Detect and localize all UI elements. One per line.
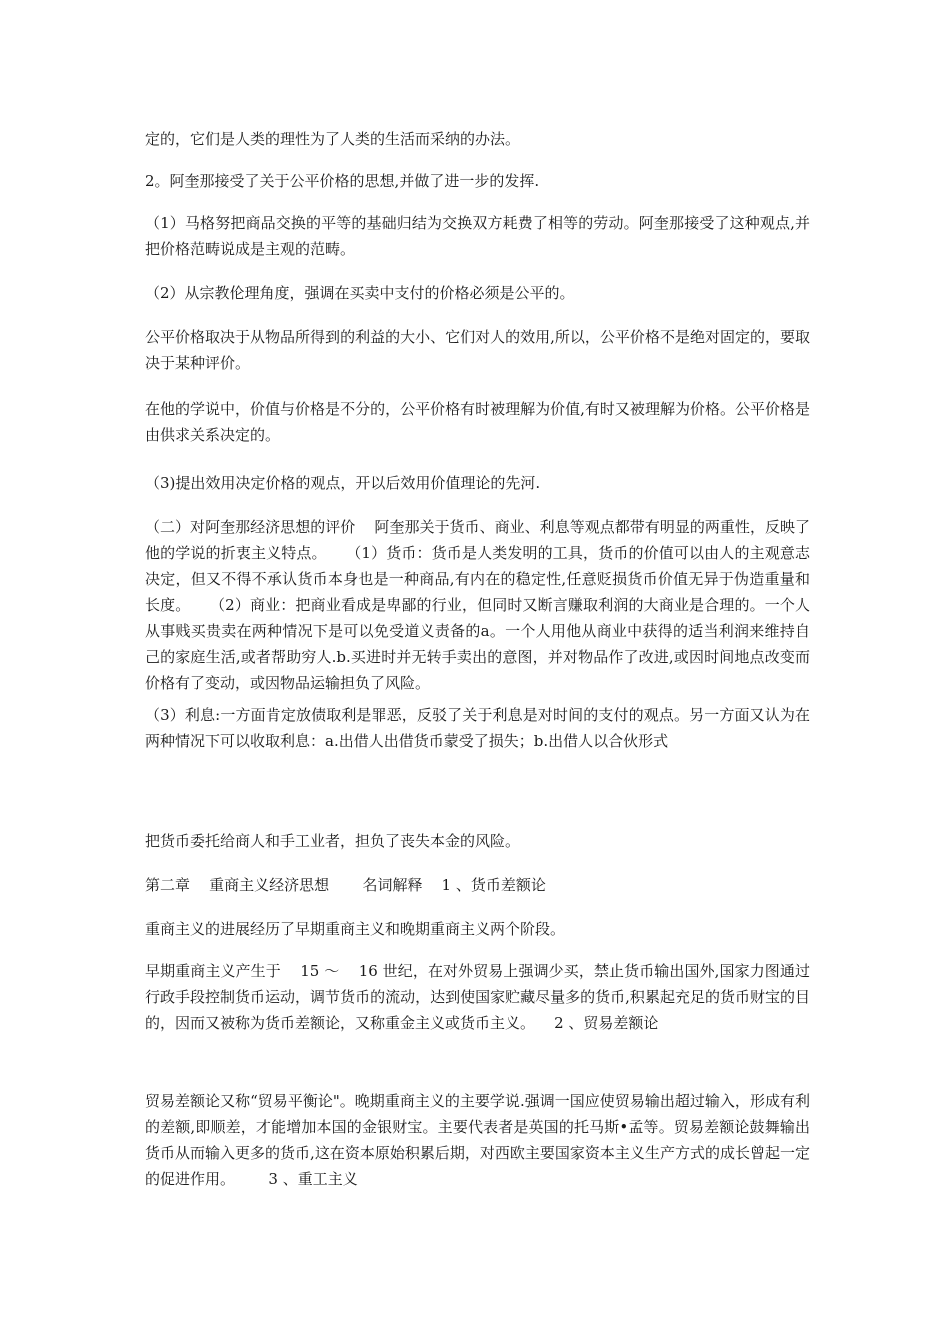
chapter-heading: 第二章 重商主义经济思想 名词解释 1 、货币差额论 — [145, 876, 546, 894]
paragraph: （3）利息:一方面肯定放债取利是罪恶，反驳了关于利息是对时间的支付的观点。另一方面又认为在两种情况下可以收取利息：a.出借人出借货币蒙受了损失；b.出借人以合伙形式 — [145, 706, 810, 750]
paragraph: 把货币委托给商人和手工业者，担负了丧失本金的风险。 — [145, 832, 521, 850]
paragraph: 公平价格取决于从物品所得到的利益的大小、它们对人的效用,所以，公平价格不是绝对固定的，要取决于某种评价。 — [145, 328, 810, 372]
paragraph: （3)提出效用决定价格的观点，开以后效用价值理论的先河. — [145, 474, 541, 492]
paragraph: 贸易差额论又称“贸易平衡论"。晚期重商主义的主要学说.强调一国应使贸易输出超过输入，形成有利的差额,即顺差，才能增加本国的金银财宝。主要代表者是英国的托马斯•孟等。贸易差额论鼓舞输出货币从而输入更多的货币,这在资本原始积累后期，对西欧主要国家资本主义生产方式的成长曾起一定的促进作用。 3 、重工主义 — [145, 1092, 810, 1188]
paragraph: （二）对阿奎那经济思想的评价 阿奎那关于货币、商业、利息等观点都带有明显的两重性，反映了他的学说的折衷主义特点。 （1）货币：货币是人类发明的工具，货币的价值可以由人的主观意志决定，但又不得不承认货币本身也是一种商品,有内在的稳定性,任意贬损货币价值无异于伪造重量和长度。 （2）商业：把商业看成是卑鄙的行业，但同时又断言赚取利润的大商业是合理的。一个人从事贱买贵卖在两种情况下是可以免受道义责备的a。一个人用他从商业中获得的适当利润来维持自己的家庭生活,或者帮助穷人.b.买进时并无转手卖出的意图，并对物品作了改进,或因时间地点改变而价格有了变动，或因物品运输担负了风险。 — [145, 518, 810, 692]
paragraph: （2）从宗教伦理角度，强调在买卖中支付的价格必须是公平的。 — [145, 284, 575, 302]
paragraph: 重商主义的进展经历了早期重商主义和晚期重商主义两个阶段。 — [145, 920, 566, 938]
paragraph: 在他的学说中，价值与价格是不分的，公平价格有时被理解为价值,有时又被理解为价格。公平价格是由供求关系决定的。 — [145, 400, 810, 444]
paragraph: 2。阿奎那接受了关于公平价格的思想,并做了进一步的发挥. — [145, 172, 540, 190]
paragraph: 定的，它们是人类的理性为了人类的生活而采纳的办法。 — [145, 130, 521, 148]
paragraph: （1）马格努把商品交换的平等的基础归结为交换双方耗费了相等的劳动。阿奎那接受了这种观点,并把价格范畴说成是主观的范畴。 — [145, 214, 810, 258]
paragraph: 早期重商主义产生于 15 ～ 16 世纪，在对外贸易上强调少买，禁止货币输出国外,国家力图通过行政手段控制货币运动，调节货币的流动，达到使国家贮藏尽量多的货币,积累起充足的货币财宝的目的，因而又被称为货币差额论，又称重金主义或货币主义。 2 、贸易差额论 — [145, 962, 810, 1032]
